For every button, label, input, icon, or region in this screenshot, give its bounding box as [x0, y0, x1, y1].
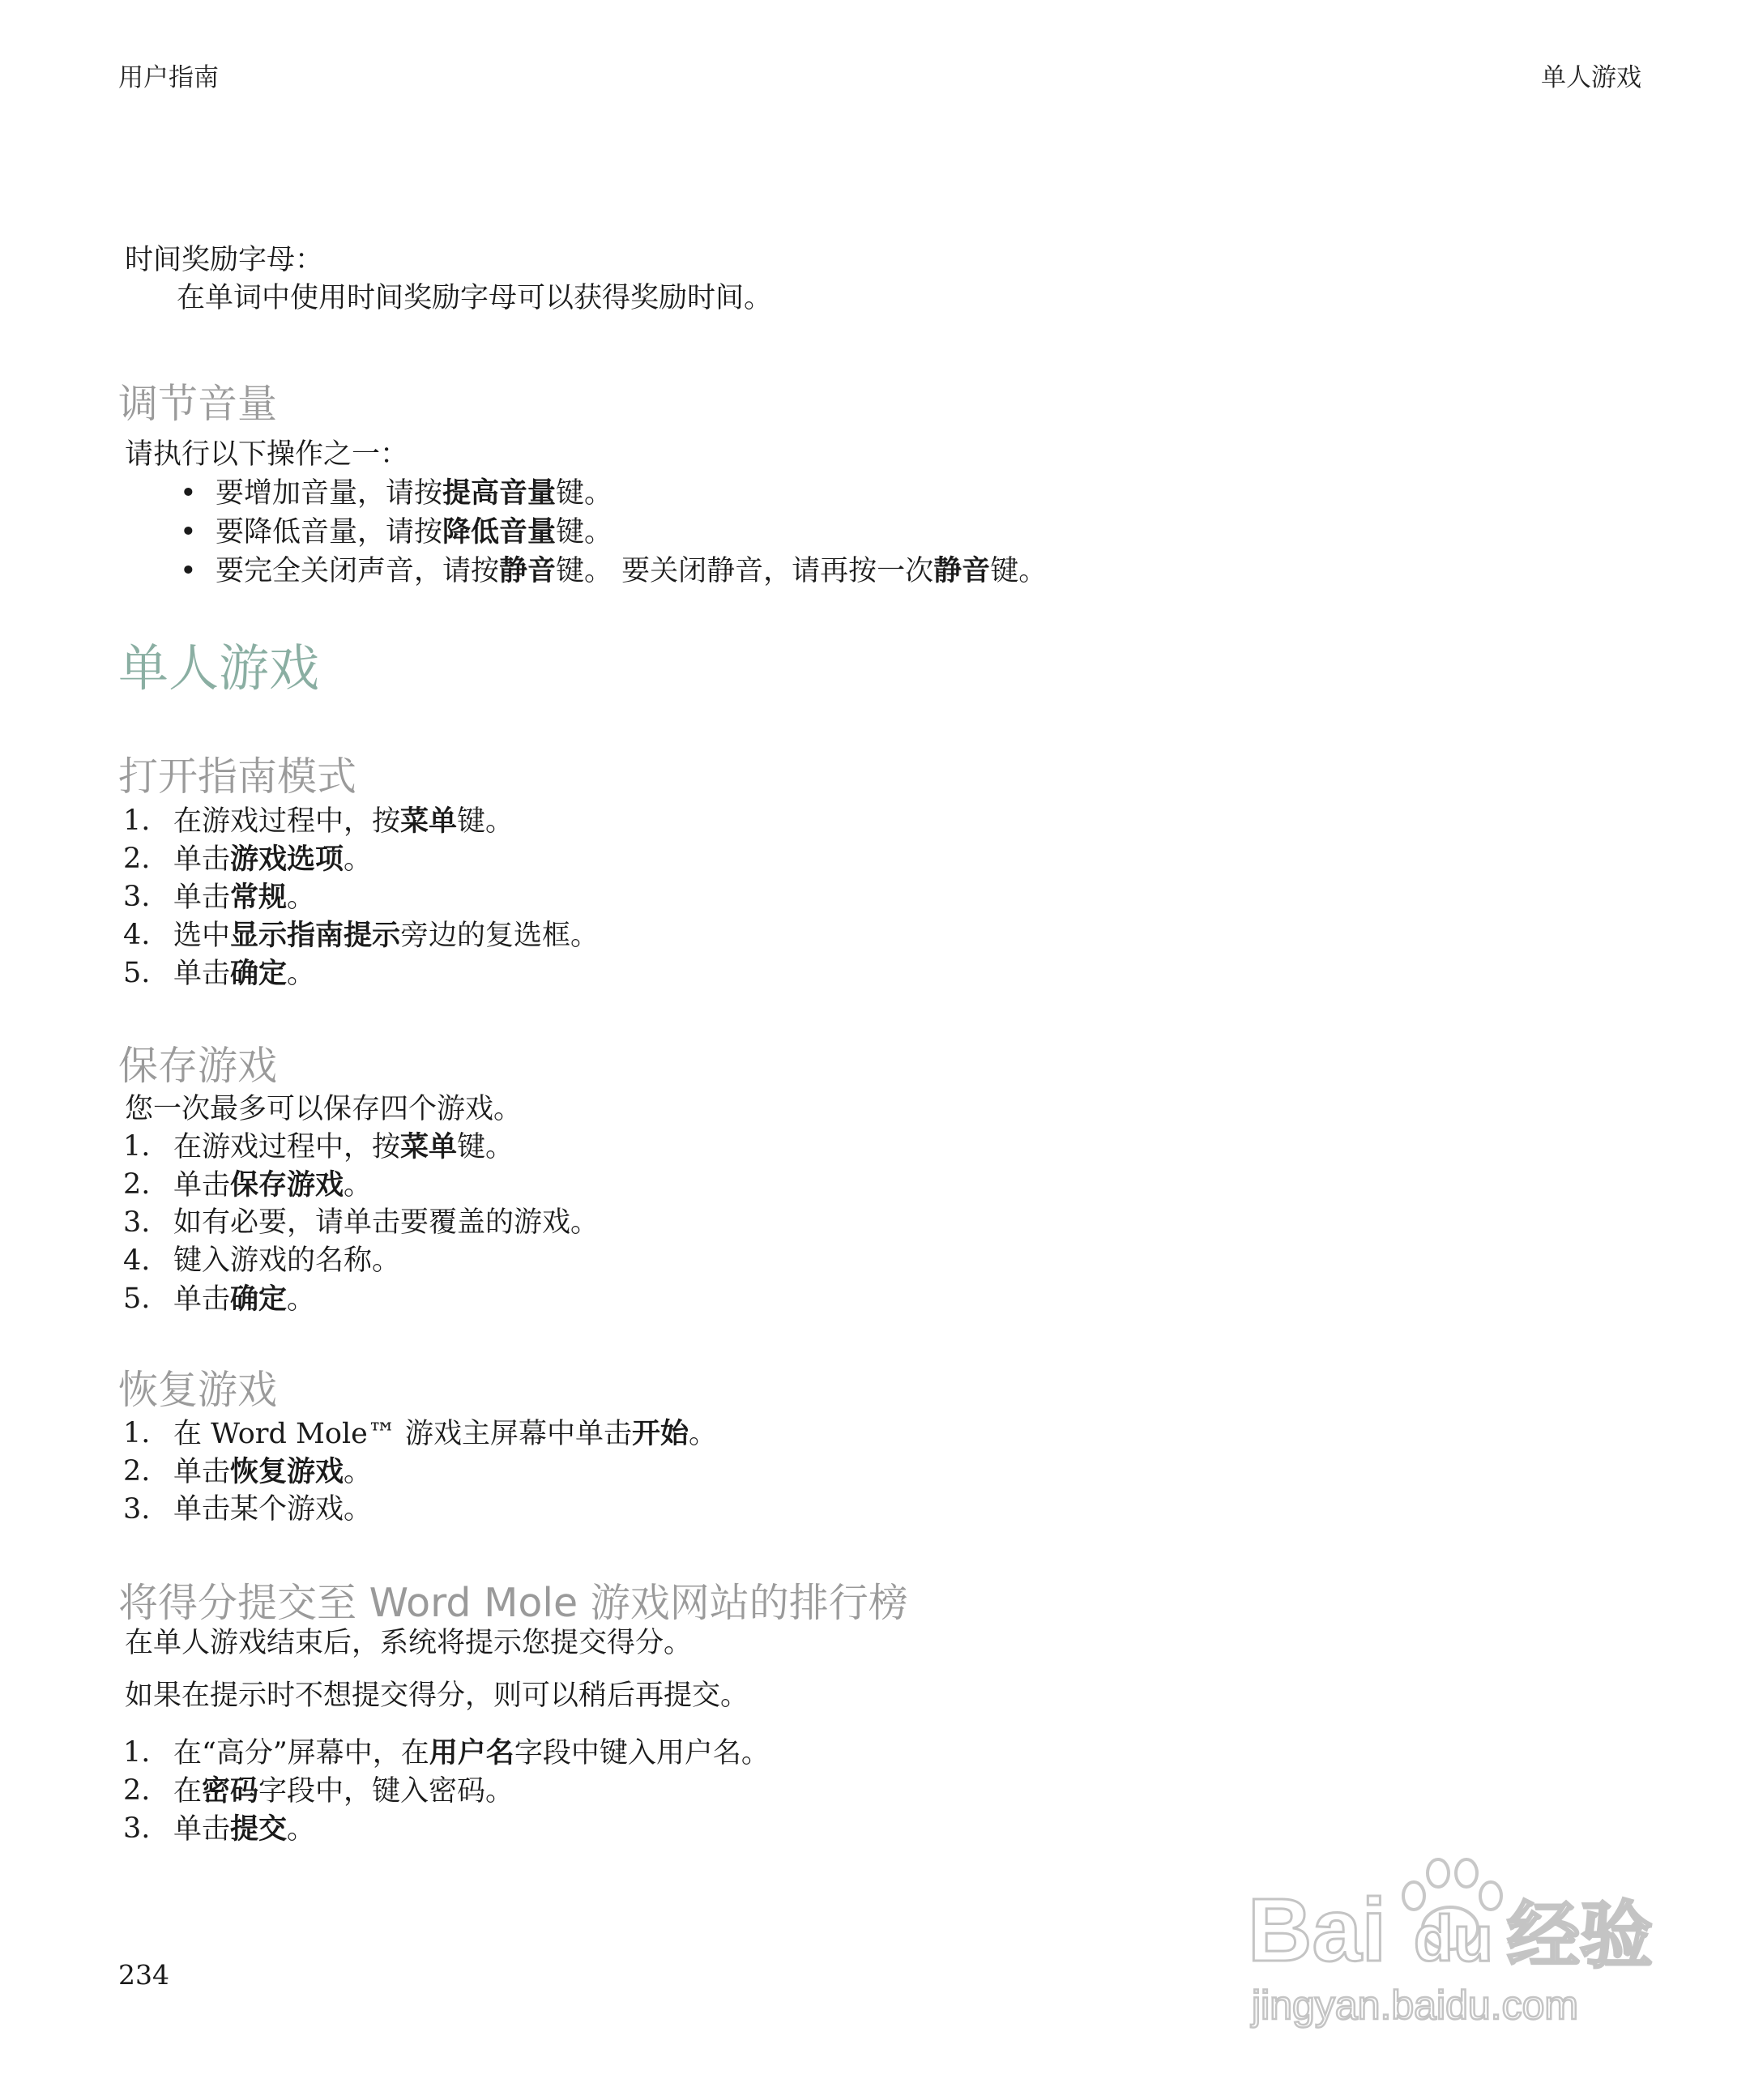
volume-heading: 调节音量	[118, 381, 278, 427]
watermark-url: jingyan.baidu.com	[1252, 1983, 1579, 2028]
watermark-cn: 经验	[1507, 1896, 1653, 1977]
watermark-brand: Bai	[1248, 1880, 1387, 1980]
submit-score-heading: 将得分提交至 Word Mole 游戏网站的排行榜	[118, 1580, 908, 1626]
time-bonus-text: 在单词中使用时间奖励字母可以获得奖励时间。	[177, 282, 773, 314]
restore-game-heading: 恢复游戏	[118, 1367, 278, 1413]
baidu-watermark-logo	[1248, 1839, 1669, 2042]
submit-score-p2: 如果在提示时不想提交得分，则可以稍后再提交。	[125, 1680, 749, 1712]
time-bonus-title: 时间奖励字母：	[125, 244, 324, 276]
volume-intro: 请执行以下操作之一：	[125, 438, 409, 471]
header-left: 用户指南	[118, 63, 219, 92]
submit-score-p1: 在单人游戏结束后，系统将提示您提交得分。	[125, 1627, 693, 1659]
bullet-symbol: •	[180, 555, 197, 587]
bullet-symbol: •	[180, 516, 197, 548]
bullet-symbol: •	[180, 477, 197, 510]
save-game-intro: 您一次最多可以保存四个游戏。	[125, 1093, 523, 1125]
guide-mode-heading: 打开指南模式	[118, 753, 357, 800]
save-game-heading: 保存游戏	[118, 1043, 278, 1089]
watermark-brand2: du	[1414, 1902, 1493, 1974]
chapter-title: 单人游戏	[118, 638, 320, 698]
header-right: 单人游戏	[1541, 63, 1641, 92]
page-number: 234	[118, 1959, 169, 1991]
